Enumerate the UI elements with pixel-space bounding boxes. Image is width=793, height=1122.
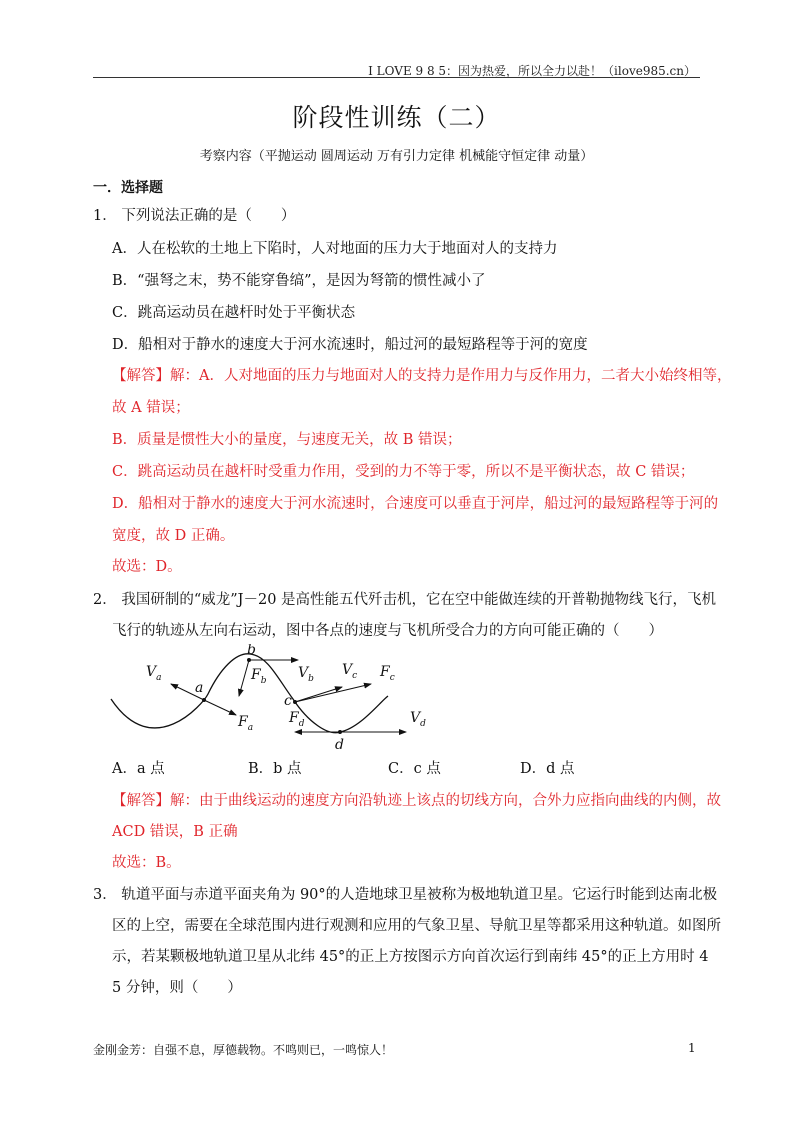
q1-answer-line-2: 故 A 错误； — [112, 400, 190, 416]
header-slogan: I LOVE 9 8 5：因为热爱，所以全力以赴！（ilove985.cn） — [368, 64, 696, 78]
q1-answer-tag: 【解答】 — [112, 368, 170, 384]
label-c: c — [284, 693, 292, 709]
q3-stem-line-2: 区的上空，需要在全球范围内进行观测和应用的气象卫星、导航卫星等都采用这种轨道。如图所 — [112, 918, 721, 934]
label-vd: $V_d$ — [410, 710, 426, 729]
label-fc: $F_c$ — [380, 664, 395, 683]
q2-stem-line-1: 2． 我国研制的“威龙”J－20 是高性能五代歼击机，它在空中能做连续的开普勒抛物线飞行，飞机 — [93, 592, 717, 608]
page-number: 1 — [688, 1041, 696, 1055]
q2-answer-line-1 — [112, 791, 721, 811]
label-fd: $F_d$ — [289, 710, 305, 729]
q1-answer-line-3: B．质量是惯性大小的量度，与速度无关，故 B 错误； — [112, 432, 462, 448]
q1-choice: 故选：D。 — [112, 559, 182, 575]
q2-choice: 故选：B。 — [112, 855, 181, 871]
q1-option-d: D．船相对于静水的速度大于河水流速时，船过河的最短路程等于河的宽度 — [112, 337, 588, 353]
q2-option-d: D．d 点 — [520, 761, 575, 777]
q2-option-b: B．b 点 — [248, 761, 302, 777]
label-a: a — [195, 680, 204, 696]
label-va: $V_a$ — [146, 664, 162, 683]
q1-answer-line-1 — [112, 366, 731, 386]
q2-answer-text-1: 解：由于曲线运动的速度方向沿轨迹上该点的切线方向，合外力应指向曲线的内侧，故 — [170, 793, 721, 809]
trajectory-diagram — [108, 644, 438, 754]
q1-option-c: C．跳高运动员在越杆时处于平衡状态 — [112, 305, 356, 321]
q3-stem-line-3: 示，若某颗极地轨道卫星从北纬 45°的正上方按图示方向首次运行到南纬 45°的正上方用时 4 — [112, 949, 709, 965]
force-arrow-c — [295, 684, 371, 702]
footer-motto: 金刚金芳：自强不息，厚德载物。不鸣则已，一鸣惊人！ — [93, 1043, 394, 1057]
q1-answer-line-6: 宽度，故 D 正确。 — [112, 528, 235, 544]
q1-option-a: A．人在松软的土地上下陷时，人对地面的压力大于地面对人的支持力 — [112, 241, 558, 257]
label-b: b — [247, 644, 256, 658]
q2-stem-line-2: 飞行的轨迹从左向右运动，图中各点的速度与飞机所受合力的方向可能正确的（ ） — [112, 623, 663, 639]
label-vc: $V_c$ — [342, 662, 358, 681]
q2-option-a: A．a 点 — [112, 761, 165, 777]
header-rule — [93, 77, 700, 78]
page-title: 阶段性训练（二） — [292, 103, 501, 132]
force-arrow-b — [239, 660, 249, 696]
q2-answer-tag: 【解答】 — [112, 793, 170, 809]
label-vb: $V_b$ — [298, 665, 314, 684]
q2-option-c: C．c 点 — [388, 761, 441, 777]
q1-answer-line-4: C．跳高运动员在越杆时受重力作用，受到的力不等于零，所以不是平衡状态，故 C 错误； — [112, 464, 695, 480]
section-heading: 一．选择题 — [93, 180, 163, 196]
q1-answer-text-1: 解：A．人对地面的压力与地面对人的支持力是作用力与反作用力，二者大小始终相等， — [170, 368, 732, 384]
page-subtitle: 考察内容（平抛运动 圆周运动 万有引力定律 机械能守恒定律 动量） — [199, 149, 594, 164]
label-d: d — [335, 737, 344, 753]
q3-stem-line-1: 3． 轨道平面与赤道平面夹角为 90°的人造地球卫星被称为极地轨道卫星。它运行时能到达南北极 — [93, 887, 718, 903]
q3-stem-line-4: 5 分钟，则（ ） — [112, 980, 242, 996]
q1-option-b: B．“强弩之末，势不能穿鲁缟”，是因为弩箭的惯性减小了 — [112, 273, 486, 289]
force-arrow-a — [204, 700, 236, 715]
label-fa: $F_a$ — [238, 714, 254, 733]
q1-answer-line-5: D．船相对于静水的速度大于河水流速时，合速度可以垂直于河岸，船过河的最短路程等于河的 — [112, 496, 719, 512]
label-fb: $F_b$ — [251, 667, 267, 686]
q2-answer-line-2: ACD 错误，B 正确 — [112, 824, 238, 840]
q1-stem: 1． 下列说法正确的是（ ） — [93, 208, 296, 224]
velocity-arrow-c — [295, 687, 342, 702]
